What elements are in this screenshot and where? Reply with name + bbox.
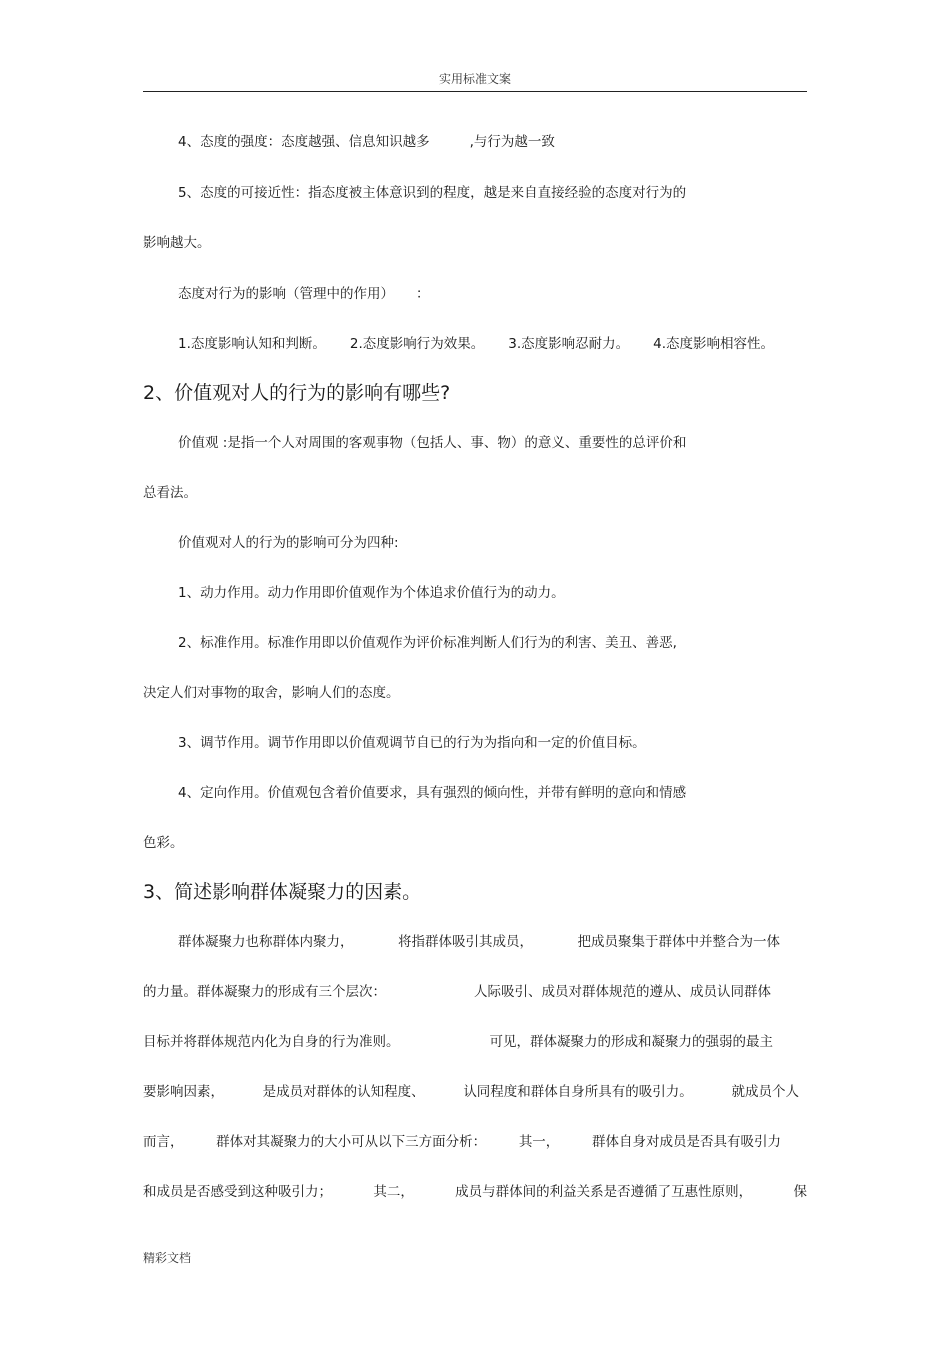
page-footer: 精彩文档 <box>143 1251 192 1265</box>
cohesion-line-1-part-2: 将指群体吸引其成员， <box>398 934 533 950</box>
value-item-2: 2、标准作用。标准作用即以价值观作为评价标准判断人们行为的利害、美丑、善恶, <box>178 635 677 651</box>
value-item-4: 4、定向作用。价值观包含着价值要求，具有强烈的倾向性，并带有鲜明的意向和情感 <box>178 785 687 801</box>
page-header: 实用标准文案 <box>438 72 511 86</box>
cohesion-line-6-part-3: 成员与群体间的利益关系是否遵循了互惠性原则， <box>455 1184 753 1200</box>
cohesion-line-1-part-3: 把成员聚集于群体中并整合为一体 <box>577 934 780 950</box>
attitude-strength-text: 4、态度的强度：态度越强、信息知识越多 <box>178 134 430 150</box>
cohesion-line-4-part-4: 就成员个人 <box>731 1084 799 1100</box>
attitude-influence-title <box>178 285 430 303</box>
cohesion-line-4-part-1: 要影响因素， <box>143 1084 224 1100</box>
value-item-3: 3、调节作用。调节作用即以价值观调节自已的行为为指向和一定的价值目标。 <box>178 735 646 751</box>
cohesion-line-6-part-1: 和成员是否感受到这种吸引力； <box>143 1184 332 1200</box>
cohesion-line-6-part-4: 保 <box>793 1184 807 1200</box>
attitude-effects-list <box>178 335 774 353</box>
attitude-influence-title-text: 态度对行为的影响（管理中的作用） <box>178 286 394 302</box>
cohesion-line-6 <box>143 1183 807 1201</box>
cohesion-line-4-part-2: 是成员对群体的认知程度、 <box>262 1084 425 1100</box>
section-3-heading: 3、简述影响群体凝聚力的因素。 <box>143 881 422 903</box>
cohesion-line-2-part-2: 人际吸引、成员对群体规范的遵从、成员认同群体 <box>474 984 771 1000</box>
cohesion-line-5-part-4: 群体自身对成员是否具有吸引力 <box>591 1134 781 1150</box>
paragraph-attitude-accessibility-cont: 影响越大。 <box>143 235 211 251</box>
value-item-4-cont: 色彩。 <box>143 835 184 851</box>
value-item-1: 1、动力作用。动力作用即价值观作为个体追求价值行为的动力。 <box>178 585 565 601</box>
cohesion-line-4 <box>143 1083 799 1101</box>
cohesion-line-2 <box>143 983 771 1001</box>
attitude-influence-colon: ： <box>416 286 430 302</box>
value-item-2-cont: 决定人们对事物的取舍，影响人们的态度。 <box>143 685 400 701</box>
attitude-effect-1: 1.态度影响认知和判断。 <box>178 336 326 352</box>
paragraph-attitude-accessibility: 5、态度的可接近性：指态度被主体意识到的程度，越是来自直接经验的态度对行为的 <box>178 185 687 201</box>
cohesion-line-6-part-2: 其二， <box>373 1184 414 1200</box>
paragraph-attitude-strength <box>178 133 555 151</box>
attitude-effect-2: 2.态度影响行为效果。 <box>349 336 485 352</box>
cohesion-line-1 <box>178 933 780 951</box>
value-definition: 价值观 :是指一个人对周围的客观事物（包括人、事、物）的意义、重要性的总评价和 <box>178 435 687 451</box>
attitude-effect-3: 3.态度影响忍耐力。 <box>508 336 630 352</box>
cohesion-line-5-part-1: 而言， <box>143 1134 184 1150</box>
cohesion-line-3-part-2: 可见，群体凝聚力的形成和凝聚力的强弱的最主 <box>489 1034 773 1050</box>
section-2-heading: 2、价值观对人的行为的影响有哪些? <box>143 382 451 404</box>
cohesion-line-5-part-2: 群体对其凝聚力的大小可从以下三方面分析： <box>216 1134 487 1150</box>
cohesion-line-4-part-3: 认同程度和群体自身所具有的吸引力。 <box>463 1084 693 1100</box>
cohesion-line-1-part-1: 群体凝聚力也称群体内聚力， <box>178 934 354 950</box>
value-influence-intro: 价值观对人的行为的影响可分为四种: <box>178 535 399 551</box>
cohesion-line-2-part-1: 的力量。群体凝聚力的形成有三个层次： <box>143 984 386 1000</box>
cohesion-line-5-part-3: 其一， <box>518 1134 560 1150</box>
attitude-effect-4: 4.态度影响相容性。 <box>653 336 775 352</box>
attitude-strength-tail: ,与行为越一致 <box>469 134 555 150</box>
cohesion-line-3 <box>143 1033 773 1051</box>
value-definition-cont: 总看法。 <box>143 485 197 501</box>
cohesion-line-5 <box>143 1133 781 1151</box>
header-rule <box>143 91 807 92</box>
cohesion-line-3-part-1: 目标并将群体规范内化为自身的行为准则。 <box>143 1034 400 1050</box>
